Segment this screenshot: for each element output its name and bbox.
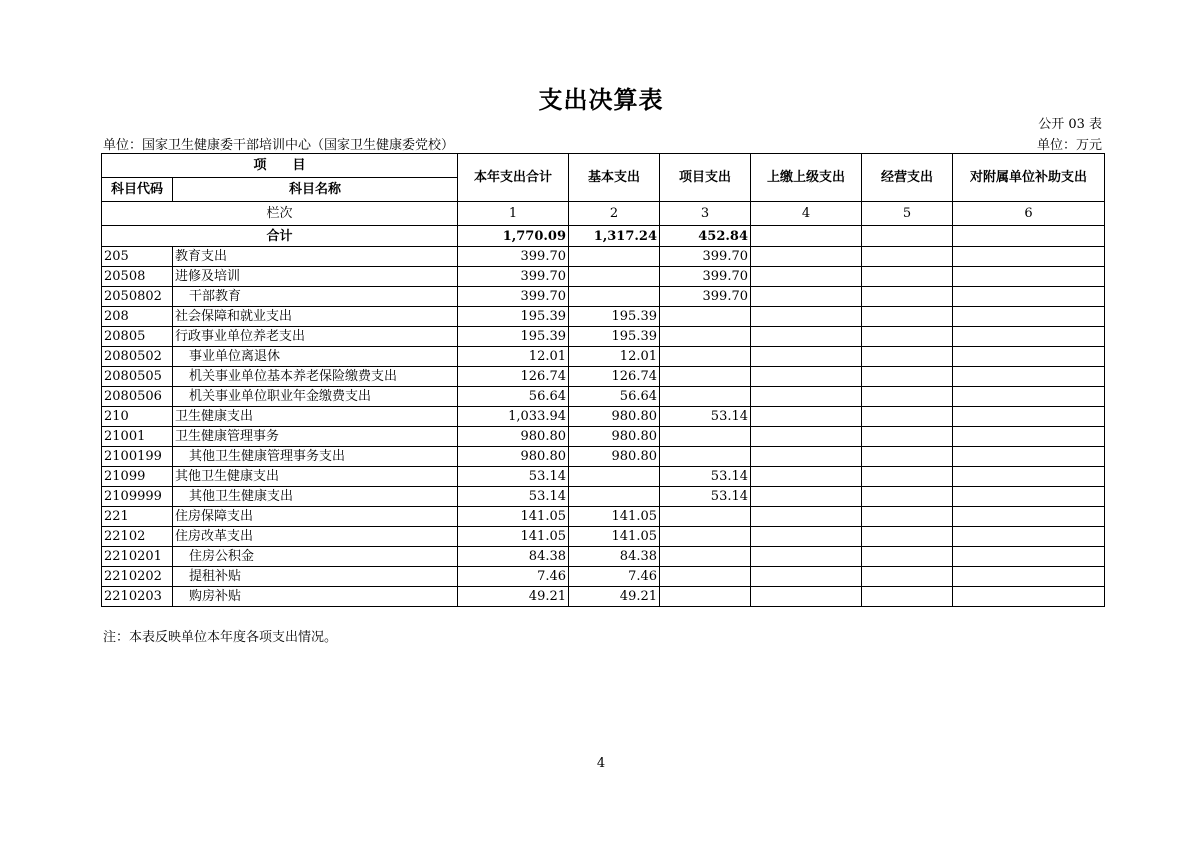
header-code: 科目代码 — [102, 178, 173, 202]
column-number: 6 — [953, 202, 1105, 226]
row-value: 980.80 — [569, 427, 660, 447]
row-value: 141.05 — [458, 527, 569, 547]
table-row — [102, 407, 1105, 427]
row-name: 其他卫生健康管理事务支出 — [173, 447, 458, 467]
row-value — [953, 587, 1105, 607]
row-value — [953, 527, 1105, 547]
table-note: 注：本表反映单位本年度各项支出情况。 — [103, 630, 338, 645]
row-value — [751, 347, 862, 367]
row-code: 2080505 — [102, 367, 173, 387]
row-value: 49.21 — [458, 587, 569, 607]
row-value: 7.46 — [458, 567, 569, 587]
reporting-unit: 单位：国家卫生健康委干部培训中心（国家卫生健康委党校） — [103, 138, 455, 153]
header-row-1 — [102, 154, 1105, 178]
row-value: 84.38 — [458, 547, 569, 567]
row-value — [751, 267, 862, 287]
row-value: 126.74 — [458, 367, 569, 387]
row-name: 其他卫生健康支出 — [173, 467, 458, 487]
row-value: 141.05 — [569, 507, 660, 527]
row-code: 22102 — [102, 527, 173, 547]
row-value — [751, 467, 862, 487]
row-value: 53.14 — [458, 487, 569, 507]
row-code: 2109999 — [102, 487, 173, 507]
row-code: 2050802 — [102, 287, 173, 307]
row-value — [751, 587, 862, 607]
row-code: 2080502 — [102, 347, 173, 367]
expenditure-table — [101, 153, 1105, 607]
row-value — [751, 247, 862, 267]
row-value — [953, 267, 1105, 287]
row-value — [862, 367, 953, 387]
header-project: 项目支出 — [660, 154, 751, 202]
header-basic: 基本支出 — [569, 154, 660, 202]
row-value: 84.38 — [569, 547, 660, 567]
row-name: 事业单位离退休 — [173, 347, 458, 367]
currency-unit: 单位：万元 — [1036, 138, 1102, 153]
table-row — [102, 587, 1105, 607]
column-number: 3 — [660, 202, 751, 226]
table-row — [102, 467, 1105, 487]
row-name: 住房公积金 — [173, 547, 458, 567]
row-value — [953, 247, 1105, 267]
row-name: 进修及培训 — [173, 267, 458, 287]
row-name: 卫生健康管理事务 — [173, 427, 458, 447]
column-number: 2 — [569, 202, 660, 226]
column-number: 5 — [862, 202, 953, 226]
row-code: 2080506 — [102, 387, 173, 407]
table-row — [102, 367, 1105, 387]
row-value — [660, 367, 751, 387]
total-value — [862, 226, 953, 247]
row-value — [660, 327, 751, 347]
row-value — [751, 307, 862, 327]
row-value — [751, 567, 862, 587]
total-value — [751, 226, 862, 247]
row-value — [862, 587, 953, 607]
table-row — [102, 327, 1105, 347]
row-value: 399.70 — [458, 267, 569, 287]
row-value: 7.46 — [569, 567, 660, 587]
row-value — [660, 507, 751, 527]
row-value — [751, 287, 862, 307]
row-name: 教育支出 — [173, 247, 458, 267]
row-value — [751, 327, 862, 347]
row-value: 399.70 — [458, 247, 569, 267]
row-value — [953, 407, 1105, 427]
row-code: 21099 — [102, 467, 173, 487]
row-value — [751, 527, 862, 547]
row-value — [862, 447, 953, 467]
row-value — [862, 427, 953, 447]
row-value: 53.14 — [660, 407, 751, 427]
row-value — [751, 427, 862, 447]
row-code: 210 — [102, 407, 173, 427]
header-name: 科目名称 — [173, 178, 458, 202]
row-value: 53.14 — [458, 467, 569, 487]
row-name: 住房保障支出 — [173, 507, 458, 527]
row-value: 980.80 — [569, 447, 660, 467]
row-value — [751, 367, 862, 387]
header-subsidy: 对附属单位补助支出 — [953, 154, 1105, 202]
row-value — [862, 567, 953, 587]
row-value — [953, 427, 1105, 447]
row-name: 购房补贴 — [173, 587, 458, 607]
row-value: 980.80 — [458, 447, 569, 467]
row-value — [660, 527, 751, 547]
row-value: 399.70 — [660, 247, 751, 267]
table-row — [102, 287, 1105, 307]
row-value: 12.01 — [569, 347, 660, 367]
row-value — [953, 307, 1105, 327]
table-row — [102, 527, 1105, 547]
row-name: 社会保障和就业支出 — [173, 307, 458, 327]
row-value — [660, 547, 751, 567]
total-row — [102, 226, 1105, 247]
row-value — [862, 507, 953, 527]
row-value — [751, 507, 862, 527]
row-value: 56.64 — [569, 387, 660, 407]
row-value — [953, 287, 1105, 307]
row-name: 提租补贴 — [173, 567, 458, 587]
row-value — [660, 447, 751, 467]
row-name: 住房改革支出 — [173, 527, 458, 547]
row-value — [953, 367, 1105, 387]
row-value: 53.14 — [660, 487, 751, 507]
row-name: 干部教育 — [173, 287, 458, 307]
table-row — [102, 247, 1105, 267]
row-code: 2210202 — [102, 567, 173, 587]
page-title: 支出决算表 — [538, 86, 664, 114]
row-value — [751, 487, 862, 507]
row-value — [953, 387, 1105, 407]
form-number: 公开 03 表 — [1038, 117, 1102, 132]
row-value: 1,033.94 — [458, 407, 569, 427]
row-value: 56.64 — [458, 387, 569, 407]
row-name: 机关事业单位职业年金缴费支出 — [173, 387, 458, 407]
row-value: 141.05 — [569, 527, 660, 547]
row-value — [862, 407, 953, 427]
header-upper: 上缴上级支出 — [751, 154, 862, 202]
row-value: 49.21 — [569, 587, 660, 607]
row-value — [569, 487, 660, 507]
page-number: 4 — [596, 756, 606, 771]
row-value — [953, 467, 1105, 487]
row-value — [660, 307, 751, 327]
total-value: 1,770.09 — [458, 226, 569, 247]
row-value — [862, 247, 953, 267]
row-value — [660, 427, 751, 447]
row-code: 21001 — [102, 427, 173, 447]
table-row — [102, 447, 1105, 467]
row-value — [862, 347, 953, 367]
row-code: 2210201 — [102, 547, 173, 567]
header-item: 项 目 — [102, 154, 458, 178]
row-value — [953, 347, 1105, 367]
row-value — [660, 347, 751, 367]
row-value — [953, 547, 1105, 567]
row-value — [751, 407, 862, 427]
header-total: 本年支出合计 — [458, 154, 569, 202]
row-code: 20508 — [102, 267, 173, 287]
row-name: 卫生健康支出 — [173, 407, 458, 427]
row-code: 205 — [102, 247, 173, 267]
row-value — [953, 327, 1105, 347]
table-row — [102, 427, 1105, 447]
total-value — [953, 226, 1105, 247]
row-value — [751, 387, 862, 407]
row-value — [953, 447, 1105, 467]
table-row — [102, 267, 1105, 287]
table-row — [102, 307, 1105, 327]
row-value — [862, 307, 953, 327]
row-value: 195.39 — [569, 327, 660, 347]
row-value — [862, 527, 953, 547]
row-value — [862, 547, 953, 567]
row-value: 399.70 — [458, 287, 569, 307]
row-name: 行政事业单位养老支出 — [173, 327, 458, 347]
column-number: 1 — [458, 202, 569, 226]
row-value: 980.80 — [569, 407, 660, 427]
row-code: 208 — [102, 307, 173, 327]
total-label: 合计 — [102, 226, 458, 247]
row-code: 2210203 — [102, 587, 173, 607]
row-value: 12.01 — [458, 347, 569, 367]
row-value: 399.70 — [660, 287, 751, 307]
total-value: 452.84 — [660, 226, 751, 247]
row-value — [953, 487, 1105, 507]
row-value: 141.05 — [458, 507, 569, 527]
row-value — [569, 247, 660, 267]
row-name: 机关事业单位基本养老保险缴费支出 — [173, 367, 458, 387]
row-value: 53.14 — [660, 467, 751, 487]
row-value: 980.80 — [458, 427, 569, 447]
total-value: 1,317.24 — [569, 226, 660, 247]
row-code: 221 — [102, 507, 173, 527]
column-number-label: 栏次 — [102, 202, 458, 226]
table-row — [102, 487, 1105, 507]
table-row — [102, 507, 1105, 527]
row-value — [660, 587, 751, 607]
row-value — [862, 387, 953, 407]
row-value: 126.74 — [569, 367, 660, 387]
header-operating: 经营支出 — [862, 154, 953, 202]
row-value — [569, 267, 660, 287]
row-value — [660, 567, 751, 587]
row-name: 其他卫生健康支出 — [173, 487, 458, 507]
row-value: 195.39 — [458, 327, 569, 347]
row-value — [953, 567, 1105, 587]
row-value — [862, 287, 953, 307]
table-row — [102, 547, 1105, 567]
column-number: 4 — [751, 202, 862, 226]
row-value: 195.39 — [569, 307, 660, 327]
row-value: 195.39 — [458, 307, 569, 327]
row-value — [751, 447, 862, 467]
row-value — [862, 487, 953, 507]
row-value — [953, 507, 1105, 527]
table-row — [102, 387, 1105, 407]
row-value — [660, 387, 751, 407]
table-row — [102, 347, 1105, 367]
row-code: 20805 — [102, 327, 173, 347]
row-code: 2100199 — [102, 447, 173, 467]
row-value — [569, 287, 660, 307]
column-number-row — [102, 202, 1105, 226]
table-row — [102, 567, 1105, 587]
row-value — [569, 467, 660, 487]
row-value — [862, 467, 953, 487]
row-value — [751, 547, 862, 567]
row-value: 399.70 — [660, 267, 751, 287]
row-value — [862, 327, 953, 347]
row-value — [862, 267, 953, 287]
